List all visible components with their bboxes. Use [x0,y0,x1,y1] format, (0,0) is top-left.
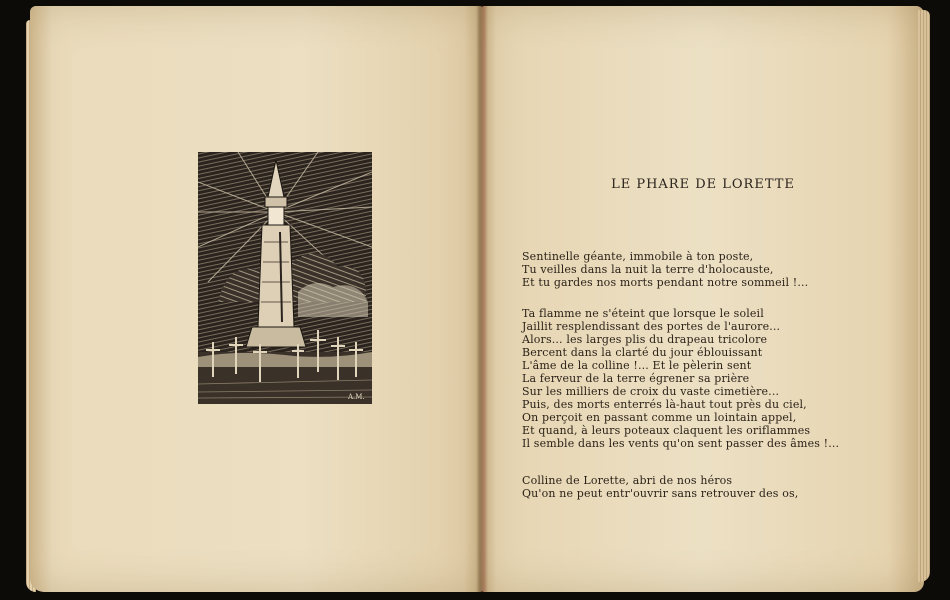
poem-line: Et quand, à leurs poteaux claquent les oriflammes [522,424,811,437]
poem-line: Alors... les larges plis du drapeau tricolore [522,333,768,346]
poem-line: Puis, des morts enterrés là-haut tout près du ciel, [522,398,807,411]
poem-line: Qu'on ne peut entr'ouvrir sans retrouver des os, [522,487,799,500]
poem-line: Colline de Lorette, abri de nos héros [522,474,733,487]
poem-line: Il semble dans les vents qu'on sent passer des âmes !... [522,437,840,450]
poem-stanza-1 [522,250,912,289]
poem-line: Sentinelle géante, immobile à ton poste, [522,250,754,263]
open-book [30,6,924,592]
poem-line: Ta flamme ne s'éteint que lorsque le soleil [522,307,764,320]
poem-line: Tu veilles dans la nuit la terre d'holocauste, [522,263,774,276]
poem-line: Jaillit resplendissant des portes de l'aurore... [522,320,781,333]
right-page-edges [918,10,930,582]
poem-line: La ferveur de la terre égrener sa prière [522,372,750,385]
poem-line: L'âme de la colline !... Et le pèlerin sent [522,359,752,372]
poem-line: Sur les milliers de croix du vaste cimetière... [522,385,780,398]
right-page [482,6,924,592]
poem-stanza-3 [522,474,912,500]
poem-line: Bercent dans la clarté du jour éblouissant [522,346,763,359]
poem-title: LE PHARE DE LORETTE [611,177,795,192]
poem-line: Et tu gardes nos morts pendant notre sommeil !... [522,276,809,289]
poem-line: On perçoit en passant comme un lointain appel, [522,411,797,424]
lighthouse-woodcut-illustration [198,152,372,404]
illustrator-monogram: A.M. [348,393,365,401]
book-gutter [476,6,488,592]
poem-stanza-2 [522,307,912,450]
